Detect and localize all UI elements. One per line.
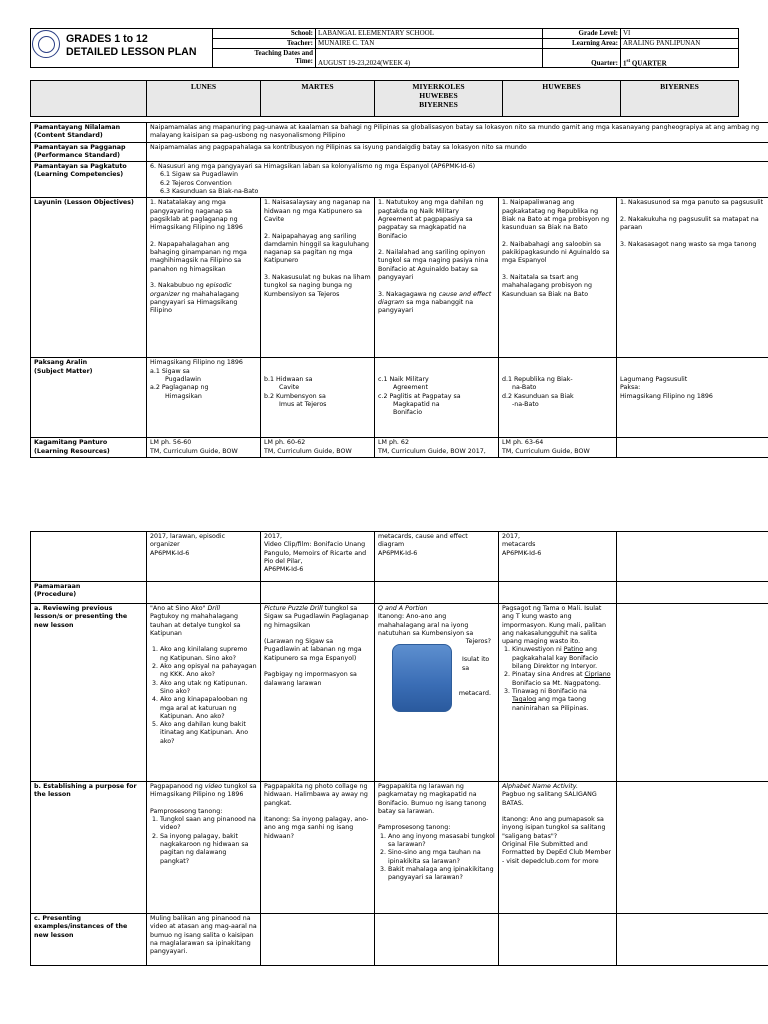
school-value: LABANGAL ELEMENTARY SCHOOL [316,29,543,39]
continued-label [31,532,147,582]
purpose-miyerkoles-item: 3. Bakit mahalaga ang ipinakikitang pangyayari sa larawan? [388,866,495,883]
purpose-lunes-item: 2. Sa inyong palagay, bakit nagkakaroon ng hidwaan sa pagitan ng dalawang pangkat? [160,833,257,866]
continued-huwebes: 2017, metacards AP6PMK-Id-6 [499,532,617,582]
review-miyerkoles: Q and A Portion Itanong: Ano-ano ang mahahalagang aral na iyong natutuhan sa Kumbensiyon sa Tejeros? Isulat ito sa metacard. [375,604,499,782]
objectives-lunes: 1. Natatalakay ang mga pangyayaring naganap sa pagsiklab at paglaganap ng Himagsikang Filipino ng 1896 2. Napapahalagahan ang bahaging ginampanan ng mga maghihimagsik na Filipino sa panahon ng himagsikan 3. Nakabubuo ng episodic organizer ng mahahalagang pangyayari sa Himagsikang Filipino [147,198,261,358]
lesson-plan-table-page1 [30,122,768,458]
review-martes: Picture Puzzle Drill tungkol sa Sigaw sa Pugadlawin Paglaganap ng himagsikan (Larawan ng Sigaw sa Pugadlawin at labanan ng mga Katipunero sa mga Espanyol) Pagbigay ng impormasyon sa dalawang larawan [261,604,375,782]
subject-miyerkoles: c.1 Naik Military Agreement c.2 Paglitis at Pagpatay sa Magkapatid na Bonifacio [375,358,499,438]
review-lunes-item: 2. Ako ang opisyal na pahayagan ng KKK. Ano ako? [160,663,257,680]
area-value: ARALING PANLIPUNAN [621,39,739,49]
header-info-table [212,28,739,68]
review-lunes-item: 3. Ako ang utak ng Katipunan. Sino ako? [160,680,257,697]
review-lunes-item: 5. Ako ang dahilan kung bakit itinatag ang Katipunan. Ano ako? [160,721,257,746]
deped-seal-icon [32,30,60,58]
purpose-miyerkoles-item: 2. Sino-sino ang mga tauhan na ipinakikita sa larawan? [388,849,495,866]
quarter-value: 1st QUARTER [621,49,739,68]
review-huwebes-item: 3. Tinawag ni Bonifacio na Tagalog ang mga taong naninirahan sa Pilipinas. [512,688,613,713]
procedure-label: Pamamaraan (Procedure) [31,582,147,604]
review-biyernes [617,604,768,782]
performance-standard-label: Pamantayan sa Pagganap (Performance Standard) [31,142,147,162]
day-martes: MARTES [261,81,375,117]
resources-biyernes [617,438,768,458]
teacher-label: Teacher: [213,39,316,49]
competencies-text: 6. Nasusuri ang mga pangyayari sa Himagsikan laban sa kolonyalismo ng mga Espanyol (AP6PMK-Id-6) 6.1 Sigaw sa Pugadlawin 6.2 Tejeros Convention 6.3 Kasunduan sa Biak-na-Bato [147,162,768,198]
continued-lunes: 2017, larawan, episodic organizer AP6PMK-Id-6 [147,532,261,582]
examples-miyerkoles [375,914,499,966]
review-lunes: "Ano at Sino Ako" Drill Pagtukoy ng mahahalagang tauhan at detalye tungkol sa Katipunan 1. Ako ang kinilalang supremo ng Katipunan. Sino ako? 2. Ako ang opisyal na pahayagan ng KKK. Ano ako? 3. Ako ang utak ng Katipunan. Sino ako? 4. Ako ang kinapapalooban ng mga aral at katuruan ng Katipunan. Ano ako? 5. Ako ang dahilan kung bakit itinatag ang Katipunan. Ano ako? [147,604,261,782]
purpose-lunes: Pagpapanood ng video tungkol sa Himagsikang Pilipino ng 1896 Pamprosesong tanong: 1. Tungkol saan ang pinanood na video? 2. Sa inyong palagay, bakit nagkakaroon ng hidwaan sa pagitan ng dalawang pangkat? [147,782,261,914]
dates-label: Teaching Dates and Time: [213,49,316,68]
review-label: a. Reviewing previous lesson/s or presenting the new lesson [31,604,147,782]
procedure-huwebes [499,582,617,604]
objectives-martes: 1. Naisasalaysay ang naganap na hidwaan ng mga Katipunero sa Cavite 2. Naipapahayag ang sariling damdamin hinggil sa kaguluhang naganap sa pagitan ng mga Katipunero 3. Nakasusulat ng bukas na liham tungkol sa naging bunga ng Kumbensiyon sa Tejeros [261,198,375,358]
subject-martes: b.1 Hidwaan sa Cavite b.2 Kumbensyon sa Imus at Tejeros [261,358,375,438]
review-huwebes-item: 2. Pinatay sina Andres at Cipriano Bonifacio sa Mt. Nagpatong. [512,671,613,688]
day-biyernes: BIYERNES [621,81,739,117]
resources-huwebes: LM ph. 63-64 TM, Curriculum Guide, BOW [499,438,617,458]
resources-lunes: LM ph. 56-60 TM, Curriculum Guide, BOW [147,438,261,458]
examples-martes [261,914,375,966]
purpose-miyerkoles-item: 1. Ano ang inyong masasabi tungkol sa larawan? [388,833,495,850]
resources-label: Kagamitang Panturo (Learning Resources) [31,438,147,458]
day-miyerkoles: MIYERKOLES HUWEBES BIYERNES [375,81,503,117]
purpose-huwebes: Alphabet Name Activity. Pagbuo ng salitang SALIGANG BATAS. Itanong: Ano ang pumapasok sa inyong isipan tungkol sa salitang "saligang batas"? Original File Submitted and Formatted by DepEd Club Member - visit depedclub.com for more [499,782,617,914]
continued-biyernes [617,532,768,582]
examples-huwebes [499,914,617,966]
area-label: Learning Area: [543,39,621,49]
quarter-label: Quarter: [543,49,621,68]
purpose-martes: Pagpapakita ng photo collage ng hidwaan. Halimbawa ay away ng pangkat. Itanong: Sa inyong palagay, ano-ano ang mga sanhi ng isang hidwaan? [261,782,375,914]
subject-huwebes: d.1 Republika ng Biak- na-Bato d.2 Kasunduan sa Biak -na-Bato [499,358,617,438]
subject-biyernes: Lagumang Pagsusulit Paksa: Himagsikang Filipino ng 1896 [617,358,768,438]
examples-biyernes [617,914,768,966]
day-lunes: LUNES [147,81,261,117]
metacard-shape [392,644,452,712]
objectives-biyernes: 1. Nakasusunod sa mga panuto sa pagsusulit 2. Nakakukuha ng pagsusulit sa matapat na paraan 3. Nakasasagot nang wasto sa mga tanong [617,198,768,358]
review-lunes-item: 4. Ako ang kinapapalooban ng mga aral at katuruan ng Katipunan. Ano ako? [160,696,257,721]
purpose-miyerkoles: Pagpapakita ng larawan ng pagkamatay ng magkapatid na Bonifacio. Bumuo ng isang tanong batay sa larawan. Pamprosesong tanong: 1. Ano ang inyong masasabi tungkol sa larawan? 2. Sino-sino ang mga tauhan na ipinakikita sa larawan? 3. Bakit mahalaga ang ipinakikitang pangyayari sa larawan? [375,782,499,914]
dates-value: AUGUST 19-23,2024(WEEK 4) [316,49,543,68]
procedure-miyerkoles [375,582,499,604]
examples-label: c. Presenting examples/instances of the new lesson [31,914,147,966]
lesson-plan-table-page2 [30,531,768,966]
competencies-label: Pamantayan sa Pagkatuto (Learning Competencies) [31,162,147,198]
continued-martes: 2017, Video Clip/film: Bonifacio Unang Pangulo, Memoirs of Ricarte and Pio del Pilar, AP6PMK-Id-6 [261,532,375,582]
review-lunes-item: 1. Ako ang kinilalang supremo ng Katipunan. Sino ako? [160,646,257,663]
purpose-biyernes [617,782,768,914]
continued-miyerkoles: metacards, cause and effect diagram AP6PMK-Id-6 [375,532,499,582]
subject-matter-label: Paksang Aralin (Subject Matter) [31,358,147,438]
grade-value: VI [621,29,739,39]
procedure-lunes [147,582,261,604]
procedure-martes [261,582,375,604]
day-huwebes: HUWEBES [503,81,621,117]
content-standard-text: Naipamamalas ang mapanuring pag-unawa at kaalaman sa bahagi ng Pilipinas sa globalisasyon batay sa lokasyon nito sa mundo gamit ang mga kasanayang pangheograpiya at ang ambag ng malayang kaisipan sa pag-usbong ng nasyonalismong Pilipino [147,123,768,143]
objectives-miyerkoles: 1. Natutukoy ang mga dahilan ng pagtakda ng Naik Military Agreement at pagpapasiya sa pagpatay sa magkapatid na Bonifacio 2. Nailalahad ang sariling opinyon tungkol sa mga naging pasiya nina Bonifacio at Aguinaldo batay sa pangyayari 3. Nakagagawa ng cause and effect diagram sa mga nabanggit na pangyayari [375,198,499,358]
resources-martes: LM ph. 60-62 TM, Curriculum Guide, BOW [261,438,375,458]
examples-lunes: Muling balikan ang pinanood na video at atasan ang mag-aaral na bumuo ng isang salita o kaisipan na maglalarawan sa ipinakitang pangyayari. [147,914,261,966]
purpose-label: b. Establishing a purpose for the lesson [31,782,147,914]
review-huwebes-item: 1. Kinuwestiyon ni Patino ang pagkakahalal kay Bonifacio bilang Direktor ng Interyor. [512,646,613,671]
objectives-huwebes: 1. Naipapaliwanag ang pagkakatatag ng Republika ng Biak na Bato at mga probisyon ng kasunduan sa Biak na Bato 2. Naibabahagi ang saloobin sa pakikipagkasundo ni Aguinaldo sa mga Espanyol 3. Naitatala sa tsart ang mahahalagang probisyon ng Kasunduan sa Biak na Bato [499,198,617,358]
procedure-biyernes [617,582,768,604]
day-header-blank [31,81,147,117]
teacher-value: MUNAIRE C. TAN [316,39,543,49]
subject-lunes: Himagsikang Filipino ng 1896 a.1 Sigaw sa Pugadlawin a.2 Paglaganap ng Himagsikan [147,358,261,438]
performance-standard-text: Naipamamalas ang pagpapahalaga sa kontribusyon ng Pilipinas sa isyung pandaigdig batay sa lokasyon nito sa mundo [147,142,768,162]
content-standard-label: Pamantayang Nilalaman (Content Standard) [31,123,147,143]
document-title: GRADES 1 to 12 DETAILED LESSON PLAN [66,33,197,58]
grade-label: Grade Level: [543,29,621,39]
purpose-lunes-item: 1. Tungkol saan ang pinanood na video? [160,816,257,833]
day-header-table [30,80,739,117]
objectives-label: Layunin (Lesson Objectives) [31,198,147,358]
school-label: School: [213,29,316,39]
resources-miyerkoles: LM ph. 62 TM, Curriculum Guide, BOW 2017, [375,438,499,458]
review-huwebes: Pagsagot ng Tama o Mali. Isulat ang T kung wasto ang impormasyon. Kung mali, palitan ang nakasalungguhit na salita upang maging wasto ito. 1. Kinuwestiyon ni Patino ang pagkakahalal kay Bonifacio bilang Direktor ng Interyor. 2. Pinatay sina Andres at Cipriano Bonifacio sa Mt. Nagpatong. 3. Tinawag ni Bonifacio na Tagalog ang mga taong naninirahan sa Pilipinas. [499,604,617,782]
depedclub-notice: Original File Submitted and Formatted by DepEd Club Member - visit depedclub.com for more [502,841,611,865]
